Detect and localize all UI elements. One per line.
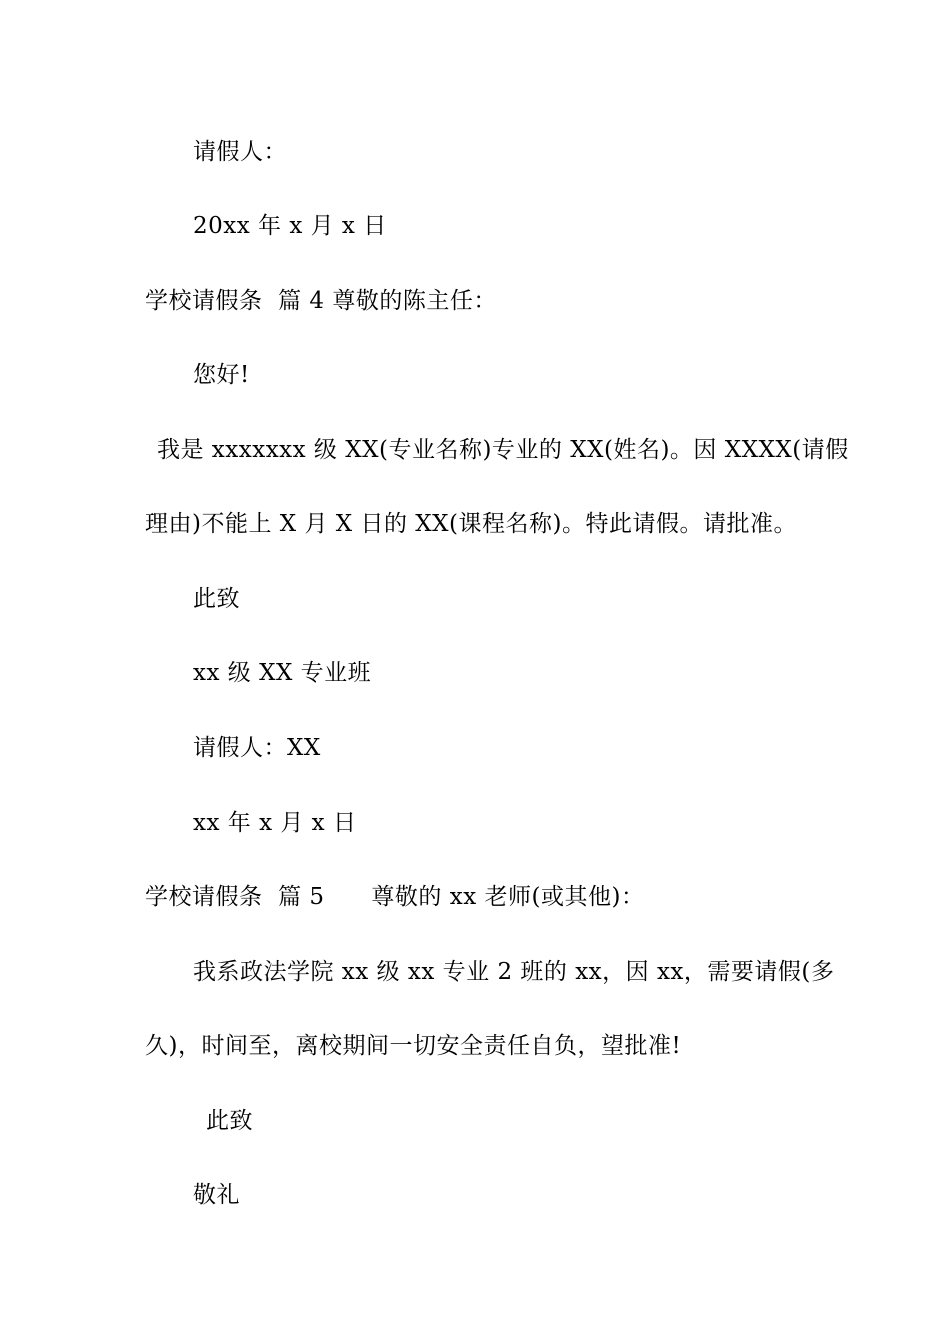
section-heading-4: 学校请假条 篇 4 尊敬的陈主任： [145, 288, 497, 314]
closing-salutation: 此致 [206, 1108, 253, 1134]
date-line: 20xx 年 x 月 x 日 [193, 213, 387, 239]
closing-salutation: 此致 [193, 586, 240, 612]
date-line: xx 年 x 月 x 日 [193, 810, 357, 836]
body-paragraph-line-2: 理由)不能上 X 月 X 日的 XX(课程名称)。特此请假。请批准。 [145, 511, 797, 537]
applicant-label: 请假人： [193, 139, 287, 165]
section-heading-5: 学校请假条 篇 5 尊敬的 xx 老师(或其他)： [145, 884, 645, 910]
regards: 敬礼 [193, 1182, 240, 1208]
class-line: xx 级 XX 专业班 [193, 660, 372, 686]
applicant-name: 请假人：XX [193, 735, 321, 761]
body-paragraph-line-2: 久)，时间至，离校期间一切安全责任自负，望批准! [145, 1033, 682, 1059]
body-paragraph-line-1: 我系政法学院 xx 级 xx 专业 2 班的 xx，因 xx，需要请假(多 [193, 959, 835, 985]
greeting: 您好! [193, 362, 250, 388]
body-paragraph-line-1: 我是 xxxxxxx 级 XX(专业名称)专业的 XX(姓名)。因 XXXX(请假 [157, 437, 849, 463]
